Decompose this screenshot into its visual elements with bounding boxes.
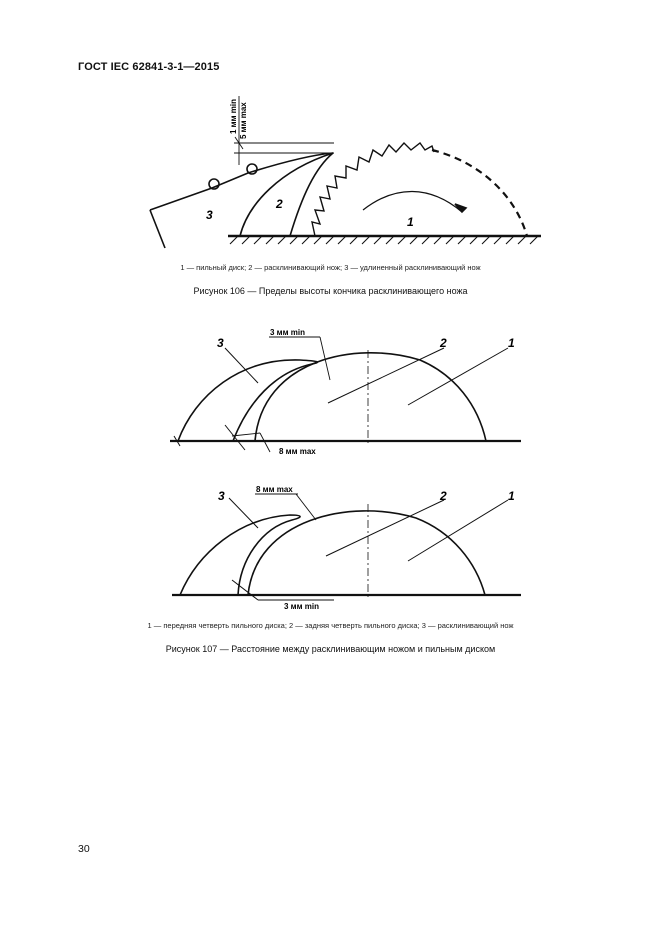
rotation-arrow (363, 191, 462, 212)
extended-riving-knife (150, 153, 333, 210)
figure-107-top-drawing (0, 320, 661, 460)
document-code-header: ГОСТ IEC 62841-3-1—2015 (78, 61, 220, 73)
figure-107-bottom-drawing (0, 484, 661, 614)
label-blade: 1 (407, 215, 414, 229)
leader-1 (408, 500, 508, 561)
label-front-quarter: 1 (508, 489, 515, 503)
label-rear-quarter: 2 (440, 489, 447, 503)
dimension-top: 3 мм min (270, 328, 305, 337)
figure-106-legend: 1 — пильный диск; 2 — расклинивающий нож; 3 — удлиненный расклинивающий нож (180, 263, 481, 272)
page-number: 30 (78, 843, 90, 855)
leader-2 (326, 500, 444, 556)
dimension-min: 1 мм min (229, 99, 238, 134)
figure-107-title: Рисунок 107 — Расстояние между расклинивающим ножом и пильным диском (165, 644, 496, 654)
leader-3 (229, 498, 258, 528)
label-extended-knife: 3 (217, 336, 224, 350)
saw-teeth (312, 143, 434, 236)
label-extended-knife: 3 (206, 208, 213, 222)
figure-107-legend: 1 — передняя четверть пильного диска; 2 — задняя четверть пильного диска; 3 — расклинивающий нож (147, 621, 514, 630)
label-extended-knife: 3 (218, 489, 225, 503)
dimension-bottom: 8 мм max (279, 447, 316, 456)
label-knife: 2 (276, 197, 283, 211)
leader-1 (408, 348, 508, 405)
dimension-bottom: 3 мм min (284, 602, 319, 611)
label-front-quarter: 1 (508, 336, 515, 350)
saw-blade-outline (432, 150, 527, 236)
dimension-top: 8 мм max (256, 485, 293, 494)
saw-blade-arc (255, 353, 486, 441)
figure-106-drawing (0, 0, 661, 300)
riving-knife (180, 515, 300, 595)
dimension-max: 5 мм max (239, 102, 248, 139)
figure-106-labels (206, 99, 414, 229)
label-rear-quarter: 2 (440, 336, 447, 350)
figure-106-title: Рисунок 106 — Пределы высоты кончика расклинивающего ножа (193, 286, 468, 296)
